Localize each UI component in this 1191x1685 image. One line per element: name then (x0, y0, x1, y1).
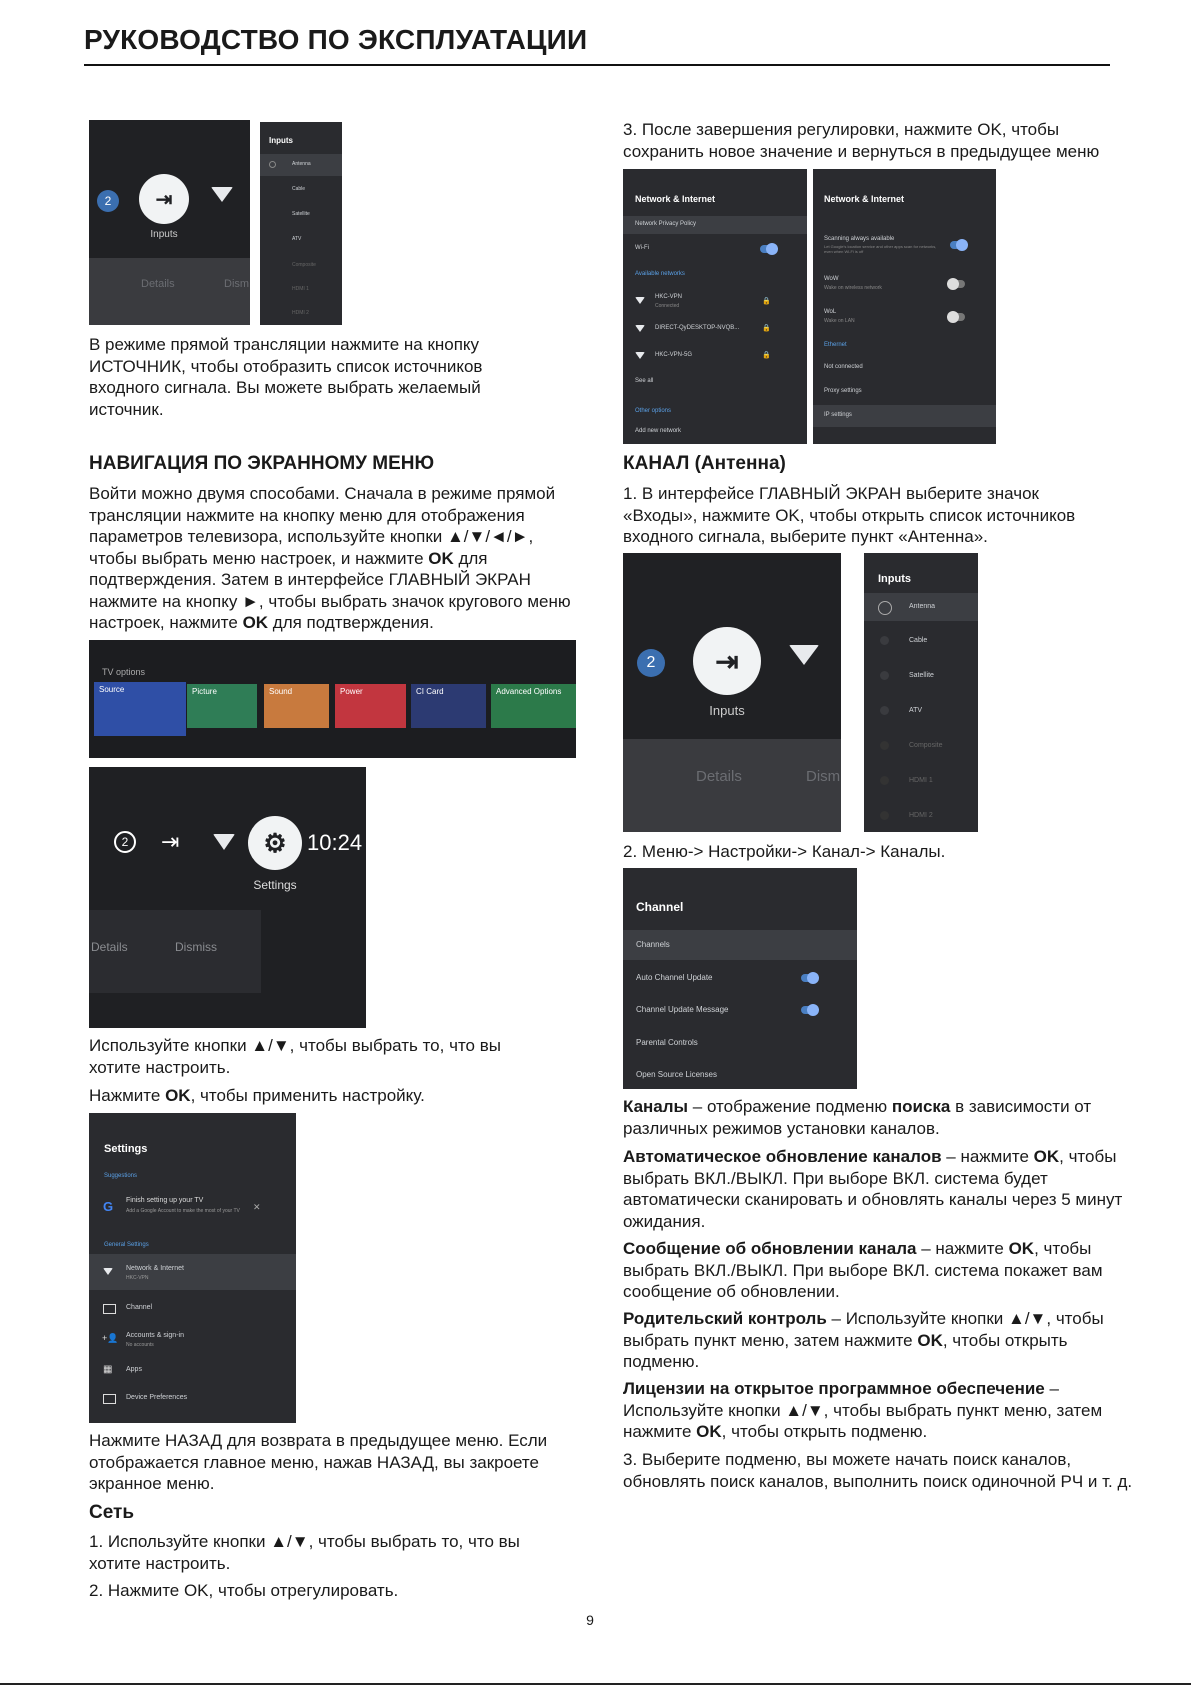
wifi-icon (789, 645, 819, 665)
network-heading: Сеть (89, 1502, 135, 1523)
not-connected: Not connected (824, 364, 863, 370)
channel-step-1: 1. В интерфейсе ГЛАВНЫЙ ЭКРАН выберите значок «Входы», нажмите OK, чтобы открыть список источников входного сигнала, выберите пункт «Антенна». (623, 484, 1076, 546)
scanning-toggle[interactable] (950, 241, 966, 249)
network-direct[interactable]: DIRECT-QyDESKTOP-NVQB... 🔒 (623, 320, 807, 338)
channel-item-channels[interactable]: Channels (623, 930, 857, 960)
tv-icon (103, 1304, 116, 1314)
input-item-hdmi2[interactable]: HDMI 2 (864, 804, 978, 828)
google-icon: G (103, 1199, 114, 1214)
cable-icon (880, 636, 889, 645)
input-item-hdmi1[interactable]: HDMI 1 (864, 769, 978, 793)
settings-gear-icon[interactable]: ⚙ (248, 816, 302, 870)
monitor-icon (103, 1394, 116, 1404)
wifi-icon (635, 297, 645, 304)
apply-paragraph: Нажмите OK, чтобы применить настройку. (89, 1086, 425, 1105)
channel-panel-screenshot (623, 868, 857, 1089)
inputs-home-screenshot-large (623, 553, 841, 832)
input-item-satellite[interactable]: Satellite (864, 664, 978, 688)
details-label: Details (91, 940, 128, 954)
input-item-composite[interactable]: Composite (292, 262, 316, 268)
input-item-hdmi2[interactable]: HDMI 2 (292, 310, 309, 316)
channel-item-update-message[interactable]: Channel Update Message (623, 995, 857, 1025)
page-title: РУКОВОДСТВО ПО ЭКСПЛУАТАЦИИ (84, 24, 588, 55)
notification-badge: 2 (97, 190, 119, 212)
network-panel-2-screenshot (813, 169, 996, 444)
channel-item-parental-controls[interactable]: Parental Controls (636, 1038, 698, 1047)
inputs-label: Inputs (709, 703, 745, 718)
tile-source[interactable]: Source (94, 682, 186, 736)
input-item-satellite[interactable]: Satellite (292, 211, 310, 217)
composite-icon (880, 741, 889, 750)
input-source-icon: ⇥ (139, 174, 189, 224)
satellite-icon (880, 671, 889, 680)
ethernet-heading: Ethernet (824, 342, 847, 348)
wifi-toggle[interactable] (760, 245, 776, 253)
tv-options-title: TV options (102, 667, 146, 677)
wifi-icon (211, 186, 233, 204)
close-icon[interactable]: ✕ (253, 1202, 261, 1212)
wifi-icon (213, 833, 235, 851)
channel-step-2: 2. Меню-> Настройки-> Канал-> Каналы. (623, 842, 946, 861)
title-divider (84, 64, 1110, 66)
apps-grid-icon: ▦ (103, 1364, 113, 1375)
scanning-always-available[interactable]: Scanning always available Let Google's location service and other apps scan for networks, even when Wi-Fi is off (813, 233, 996, 263)
wow-row[interactable]: WoW Wake on wireless network (813, 273, 996, 295)
details-strip (89, 258, 250, 325)
input-source-icon: ⇥ (161, 829, 180, 854)
tile-picture[interactable]: Picture (187, 684, 257, 728)
details-label: Details (696, 768, 742, 785)
lock-icon: 🔒 (762, 298, 771, 305)
network-privacy-policy[interactable]: Network Privacy Policy (623, 216, 807, 234)
channel-panel-title: Channel (636, 900, 684, 914)
tile-sound[interactable]: Sound (264, 684, 329, 728)
hdmi-icon (880, 811, 889, 820)
suggestions-heading: Suggestions (104, 1173, 138, 1179)
antenna-icon (878, 601, 892, 615)
tile-advanced-options[interactable]: Advanced Options (491, 684, 576, 728)
add-person-icon: +👤 (102, 1333, 119, 1343)
inputs-panel-large (864, 553, 978, 832)
finish-setup-subtitle: Add a Google Account to make the most of your TV (126, 1208, 240, 1214)
input-item-antenna[interactable]: Antenna (260, 154, 342, 176)
home-settings-screenshot (89, 767, 366, 1028)
dismiss-label: Dism (806, 768, 841, 785)
available-networks-heading: Available networks (635, 271, 685, 277)
input-item-composite[interactable]: Composite (864, 734, 978, 758)
dismiss-label: Dismiss (175, 940, 217, 954)
update-message-toggle[interactable] (801, 1006, 817, 1014)
network-panel-title: Network & Internet (824, 194, 905, 204)
select-paragraph: Используйте кнопки ▲/▼, чтобы выбрать то, что вы хотите настроить. (89, 1036, 501, 1077)
inputs-label: Inputs (150, 229, 178, 240)
settings-item-accounts[interactable]: +👤 Accounts & sign-in No accounts (102, 1332, 184, 1348)
antenna-icon (269, 161, 276, 168)
source-paragraph: В режиме прямой трансляции нажмите на кнопку ИСТОЧНИК, чтобы отобразить список источников входного сигнала. Вы можете выбрать желаемый источник. (89, 335, 483, 419)
settings-item-network[interactable]: Network & Internet HKC-VPN (89, 1254, 296, 1290)
wifi-icon (635, 325, 645, 332)
clock-time: 10:24 (307, 830, 363, 855)
input-source-icon: ⇥ (693, 627, 761, 695)
nav-heading: НАВИГАЦИЯ ПО ЭКРАННОМУ МЕНЮ (89, 453, 435, 474)
input-item-atv[interactable]: ATV (292, 236, 302, 242)
wifi-icon (103, 1268, 113, 1275)
network-panel-1-screenshot (623, 169, 807, 444)
input-item-antenna[interactable]: Antenna (864, 593, 978, 621)
see-all[interactable]: See all (635, 378, 654, 384)
atv-icon (880, 706, 889, 715)
network-hkc-vpn-5g[interactable]: HKC-VPN-5G 🔒 (623, 347, 807, 365)
details-label: Details (141, 278, 175, 290)
channel-step-3: 3. Выберите подменю, вы можете начать поиск каналов, обновлять поиск каналов, выполнить поиск одиночной РЧ и т. д. (623, 1450, 1133, 1491)
input-item-cable[interactable]: Cable (864, 629, 978, 653)
settings-item-channel[interactable]: Channel (89, 1296, 296, 1322)
network-step-1: 1. Используйте кнопки ▲/▼, чтобы выбрать то, что вы хотите настроить. (89, 1532, 520, 1573)
lock-icon: 🔒 (762, 325, 771, 332)
wol-row[interactable]: WoL Wake on LAN (813, 306, 996, 328)
details-strip (623, 739, 841, 832)
desc-channels: Каналы – отображение подменю поиска в зависимости от различных режимов установки каналов. (623, 1097, 1092, 1138)
notification-badge: 2 (637, 649, 665, 677)
settings-item-device-preferences[interactable]: Device Preferences (89, 1386, 296, 1412)
tile-ci-card[interactable]: CI Card (411, 684, 486, 728)
desc-parental-controls: Родительский контроль – Используйте кнопки ▲/▼, чтобы выбрать пункт меню, затем нажмите OK, чтобы открыть подменю. (623, 1309, 1104, 1371)
after-adjust-paragraph: 3. После завершения регулировки, нажмите OK, чтобы сохранить новое значение и вернуться в предыдущее меню (623, 120, 1100, 161)
desc-auto-update: Автоматическое обновление каналов – нажмите OK, чтобы выбрать ВКЛ./ВЫКЛ. При выборе ВКЛ. система будет автоматически сканировать и обновлять каналы через 5 минут ожидания. (623, 1147, 1123, 1231)
settings-panel-screenshot (89, 1113, 296, 1423)
channel-item-auto-update[interactable]: Auto Channel Update (623, 963, 857, 993)
wifi-toggle-row[interactable]: Wi-Fi (623, 240, 807, 258)
channel-heading: КАНАЛ (Антенна) (623, 453, 786, 474)
page-number: 9 (586, 1612, 594, 1628)
auto-update-toggle[interactable] (801, 974, 817, 982)
lock-icon: 🔒 (762, 352, 771, 359)
input-item-atv[interactable]: ATV (864, 699, 978, 723)
settings-label: Settings (253, 878, 297, 892)
network-hkc-vpn[interactable]: HKC-VPN Connected 🔒 (623, 291, 807, 313)
input-item-hdmi1[interactable]: HDMI 1 (292, 286, 309, 292)
inputs-home-screenshot (89, 120, 250, 325)
add-new-network[interactable]: Add new network (635, 428, 682, 434)
other-options-heading: Other options (635, 408, 672, 414)
settings-item-apps[interactable]: ▦ Apps (103, 1364, 142, 1375)
general-settings-heading: General Settings (104, 1242, 149, 1248)
notification-count-icon: 2 (114, 831, 136, 853)
ip-settings[interactable]: IP settings (813, 405, 996, 427)
network-panel-title: Network & Internet (635, 194, 716, 204)
input-item-cable[interactable]: Cable (292, 186, 306, 192)
finish-setup-title[interactable]: Finish setting up your TV (126, 1197, 204, 1204)
inputs-panel-small (260, 122, 342, 325)
network-step-2: 2. Нажмите OK, чтобы отрегулировать. (89, 1581, 399, 1600)
inputs-panel-title: Inputs (878, 573, 911, 585)
hdmi-icon (880, 776, 889, 785)
proxy-settings[interactable]: Proxy settings (824, 388, 862, 394)
tile-power[interactable]: Power (335, 684, 406, 728)
desc-open-source: Лицензии на открытое программное обеспечение – Используйте кнопки ▲/▼, чтобы выбрать пункт меню, затем нажмите OK, чтобы открыть подменю. (623, 1379, 1103, 1441)
nav-paragraph: Войти можно двумя способами. Сначала в режиме прямой трансляции нажмите на кнопку меню для отображения параметров телевизора, используйте кнопки ▲/▼/◄/►, чтобы выбрать меню настроек, и нажмите OK для подтверждения. Затем в интерфейсе ГЛАВНЫЙ ЭКРАН нажмите на кнопку ►, чтобы выбрать значок кругового меню настроек, нажмите OK для подтверждения. (89, 484, 571, 632)
dismiss-label: Dism (224, 278, 250, 290)
wol-toggle[interactable] (949, 313, 965, 321)
inputs-panel-title: Inputs (269, 136, 293, 145)
channel-item-open-source[interactable]: Open Source Licenses (636, 1070, 717, 1079)
wifi-icon (635, 352, 645, 359)
settings-title: Settings (104, 1143, 148, 1155)
back-paragraph: Нажмите НАЗАД для возврата в предыдущее меню. Если отображается главное меню, нажав НАЗАД, вы закроете экранное меню. (89, 1431, 548, 1493)
wow-toggle[interactable] (949, 280, 965, 288)
desc-update-message: Сообщение об обновлении канала – нажмите OK, чтобы выбрать ВКЛ./ВЫКЛ. При выборе ВКЛ. система покажет вам сообщение об обновлении. (623, 1239, 1103, 1301)
tv-options-screenshot (89, 640, 576, 758)
